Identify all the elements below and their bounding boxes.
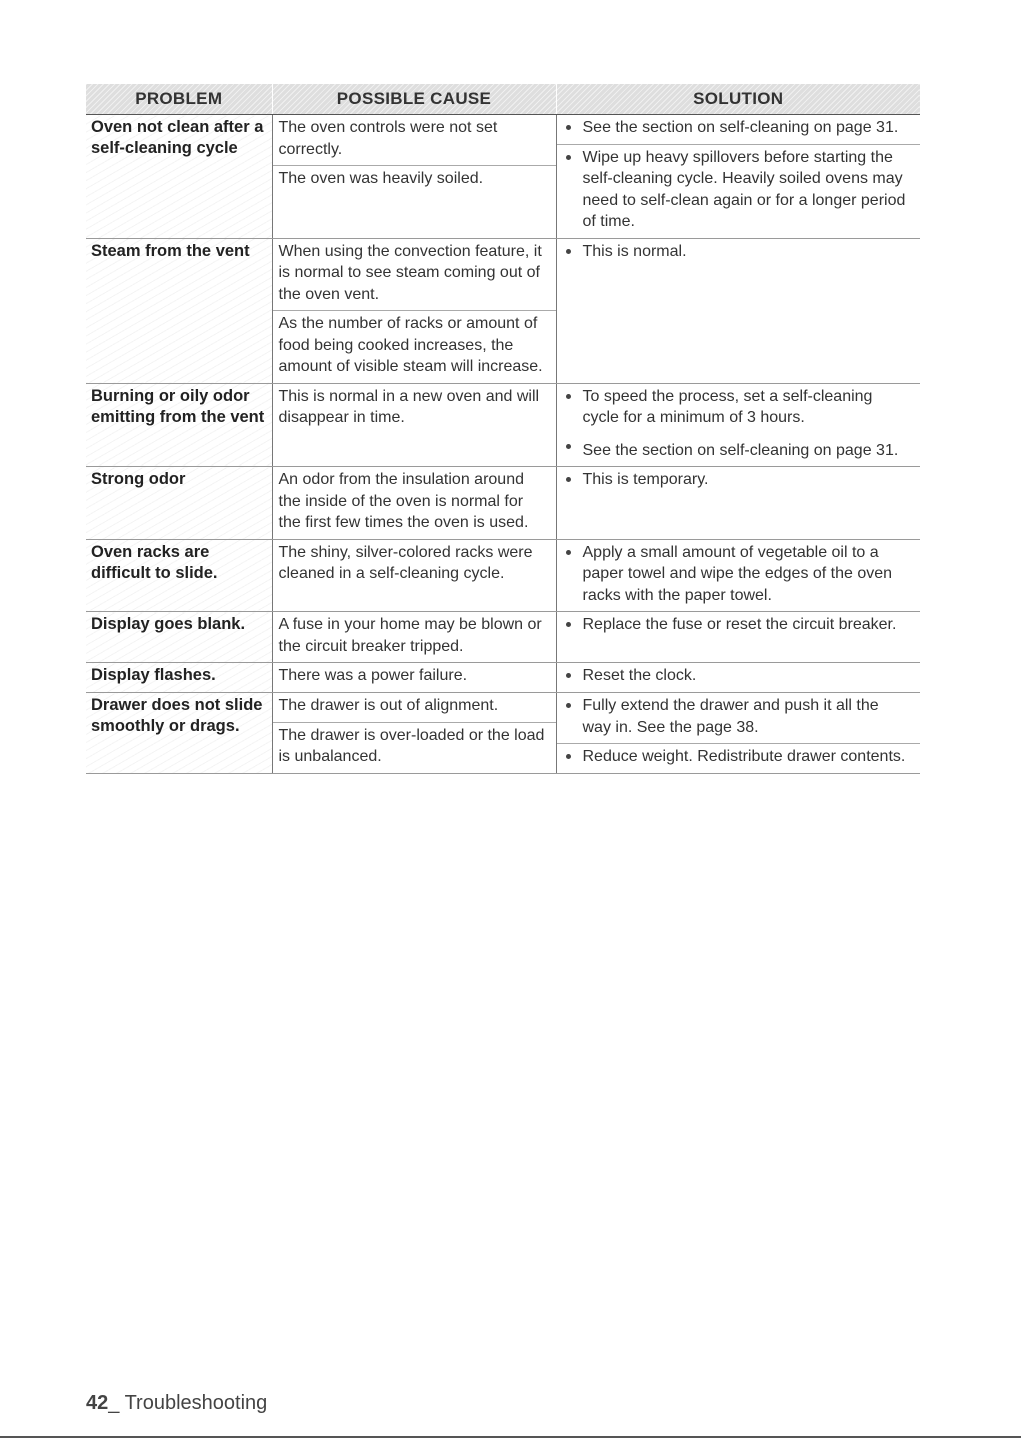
solution-text: Replace the fuse or reset the circuit breaker.	[582, 616, 897, 633]
cause-text: The drawer is out of alignment.	[278, 697, 499, 714]
problem-cell: Drawer does not slide smoothly or drags.	[86, 693, 272, 774]
solution-cell	[556, 115, 920, 239]
cause-text: The shiny, silver-colored racks were cleaned in a self-cleaning cycle.	[278, 543, 533, 582]
bottom-rule	[0, 1436, 1021, 1438]
solution-text: See the section on self-cleaning on page 31.	[582, 119, 899, 136]
section-title: _ Troubleshooting	[108, 1392, 268, 1414]
table-row	[86, 115, 920, 239]
problem-cell: Oven racks are difficult to slide.	[86, 539, 272, 612]
cause-text: When using the convection feature, it is normal to see steam coming out of the oven vent.	[278, 242, 542, 303]
bullet-icon	[566, 249, 571, 254]
cause-cell	[272, 383, 556, 467]
table-row	[86, 663, 920, 693]
solution-text: Wipe up heavy spillovers before starting the self-cleaning cycle. Heavily soiled ovens may need to self-clean again or for a longer period of time.	[582, 148, 906, 230]
solution-text: See the section on self-cleaning on page 31.	[582, 441, 899, 459]
problem-cell: Strong odor	[86, 467, 272, 540]
table-header-row	[86, 84, 920, 115]
cause-cell	[272, 238, 556, 383]
solution-item	[557, 540, 921, 612]
solution-item	[557, 239, 921, 268]
solution-item	[557, 612, 921, 641]
bullet-icon	[566, 550, 571, 555]
solution-cell	[556, 612, 920, 663]
cause-cell	[272, 539, 556, 612]
cause-text: The oven was heavily soiled.	[273, 165, 556, 195]
page-footer	[86, 1392, 267, 1415]
solution-cell	[556, 467, 920, 540]
solution-text: Fully extend the drawer and push it all the way in. See the page 38.	[582, 697, 879, 736]
table-row	[86, 238, 920, 383]
cause-cell	[272, 612, 556, 663]
table-row	[86, 539, 920, 612]
solution-text: This is temporary.	[582, 471, 709, 488]
solution-item	[557, 434, 921, 467]
troubleshooting-table	[86, 84, 920, 774]
bullet-icon	[566, 125, 571, 130]
solution-cell	[556, 238, 920, 383]
bullet-icon	[566, 703, 571, 708]
table-row	[86, 693, 920, 774]
solution-cell	[556, 539, 920, 612]
problem-cell: Oven not clean after a self-cleaning cycle	[86, 115, 272, 239]
solution-item	[557, 115, 921, 144]
solution-cell	[556, 383, 920, 467]
solution-text: Apply a small amount of vegetable oil to a paper towel and wipe the edges of the oven racks with the paper towel.	[582, 543, 893, 604]
cause-text: An odor from the insulation around the inside of the oven is normal for the first few times the oven is used.	[278, 471, 529, 531]
header-possible-cause: POSSIBLE CAUSE	[272, 84, 556, 115]
solution-item	[557, 384, 921, 434]
solution-text: This is normal.	[582, 242, 687, 260]
cause-cell	[272, 115, 556, 239]
cause-text: A fuse in your home may be blown or the circuit breaker tripped.	[278, 616, 542, 655]
cause-text: This is normal in a new oven and will disappear in time.	[278, 387, 540, 426]
header-solution: SOLUTION	[556, 84, 920, 115]
problem-cell: Burning or oily odor emitting from the vent	[86, 383, 272, 467]
problem-cell: Display goes blank.	[86, 612, 272, 663]
solution-text: Reduce weight. Redistribute drawer contents.	[582, 748, 906, 765]
table-row	[86, 383, 920, 467]
solution-cell	[556, 663, 920, 693]
solution-text: To speed the process, set a self-cleaning cycle for a minimum of 3 hours.	[582, 387, 873, 426]
cause-cell	[272, 693, 556, 774]
cause-cell	[272, 663, 556, 693]
solution-item	[557, 144, 921, 238]
cause-text: There was a power failure.	[278, 667, 468, 684]
solution-item	[557, 467, 921, 496]
bullet-icon	[566, 394, 571, 399]
problem-cell: Steam from the vent	[86, 238, 272, 383]
solution-cell	[556, 693, 920, 774]
bullet-icon	[566, 444, 571, 449]
header-problem: PROBLEM	[86, 84, 272, 115]
problem-cell: Display flashes.	[86, 663, 272, 693]
table-row	[86, 467, 920, 540]
cause-cell	[272, 467, 556, 540]
page-number: 42	[86, 1392, 109, 1414]
cause-text: The oven controls were not set correctly.	[278, 119, 498, 158]
bullet-icon	[566, 673, 571, 678]
bullet-icon	[566, 155, 571, 160]
cause-text: The drawer is over-loaded or the load is unbalanced.	[273, 722, 556, 773]
solution-item	[557, 693, 921, 743]
bullet-icon	[566, 754, 571, 759]
solution-text: Reset the clock.	[582, 667, 697, 684]
bullet-icon	[566, 622, 571, 627]
table-row	[86, 612, 920, 663]
solution-item	[557, 743, 921, 773]
bullet-icon	[566, 477, 571, 482]
solution-item	[557, 663, 921, 692]
cause-text: As the number of racks or amount of food being cooked increases, the amount of visible steam will increase.	[273, 310, 556, 383]
